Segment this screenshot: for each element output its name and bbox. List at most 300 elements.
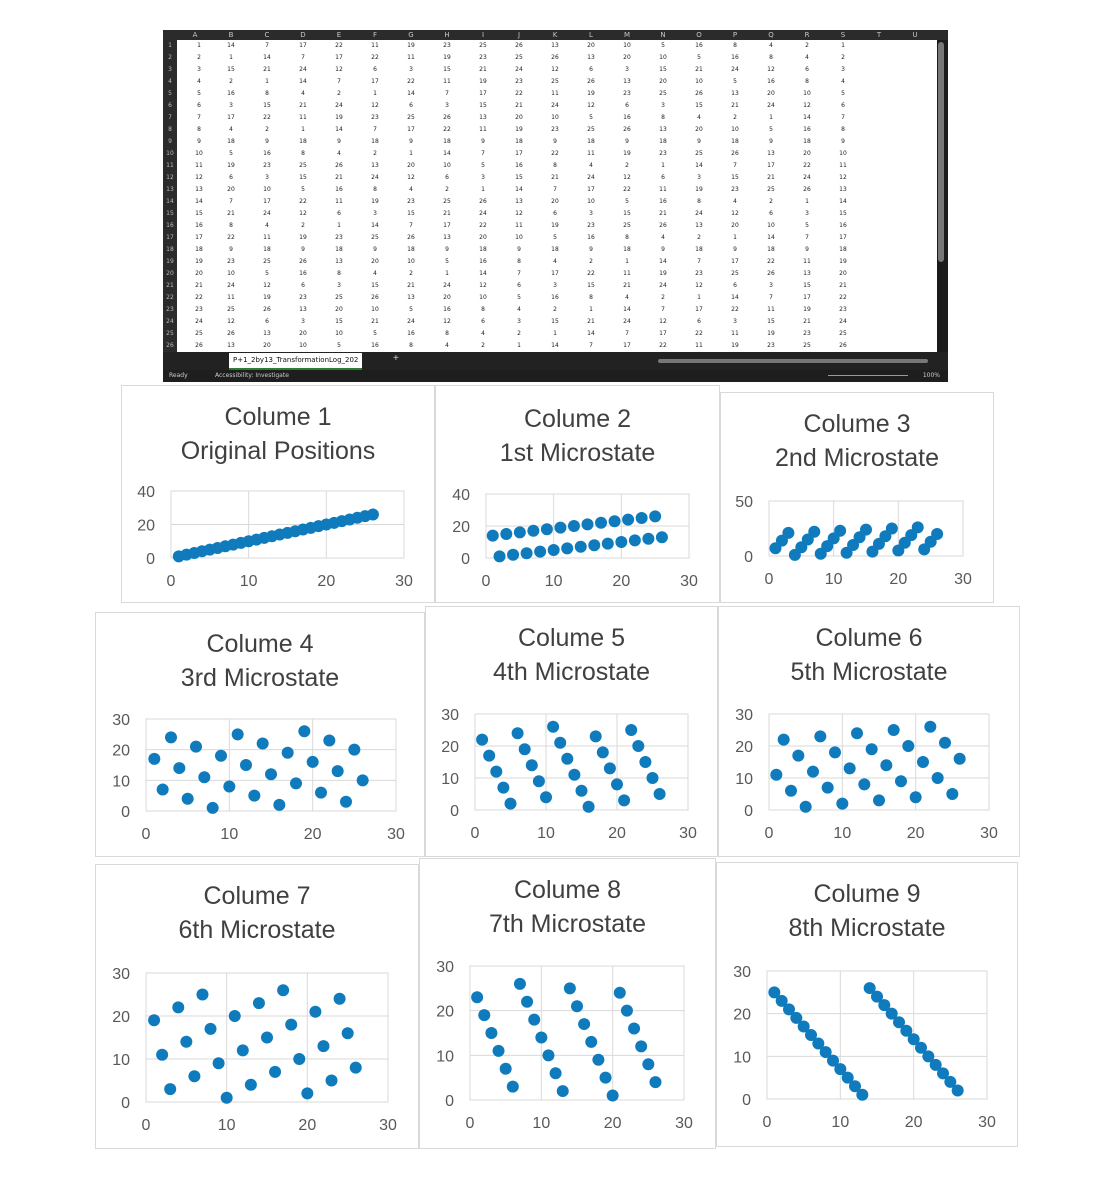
cell[interactable]: 26 — [515, 42, 523, 49]
cell[interactable]: 17 — [587, 186, 595, 193]
cell[interactable]: 2 — [625, 162, 629, 169]
cell[interactable]: 13 — [515, 198, 523, 205]
cell[interactable]: 10 — [443, 162, 451, 169]
cell[interactable]: 11 — [803, 258, 811, 265]
column-header-h[interactable]: H — [444, 31, 450, 39]
cell[interactable]: 6 — [841, 102, 845, 109]
cell[interactable]: 4 — [589, 162, 593, 169]
cell[interactable]: 14 — [767, 234, 775, 241]
cell[interactable]: 18 — [839, 246, 847, 253]
cell[interactable]: 26 — [335, 162, 343, 169]
cell[interactable]: 5 — [337, 342, 341, 349]
cell[interactable]: 22 — [227, 234, 235, 241]
column-header-r[interactable]: R — [804, 31, 810, 39]
cell[interactable]: 23 — [587, 222, 595, 229]
cell[interactable]: 22 — [443, 126, 451, 133]
row-header[interactable]: 3 — [168, 66, 172, 73]
cell[interactable]: 3 — [661, 102, 665, 109]
cell[interactable]: 14 — [371, 222, 379, 229]
cell[interactable]: 19 — [299, 234, 307, 241]
cell[interactable]: 26 — [767, 270, 775, 277]
cell[interactable]: 12 — [227, 318, 235, 325]
cell[interactable]: 25 — [227, 306, 235, 313]
cell[interactable]: 2 — [265, 126, 269, 133]
cell[interactable]: 22 — [839, 294, 847, 301]
cell[interactable]: 6 — [481, 318, 485, 325]
cell[interactable]: 12 — [263, 282, 271, 289]
cell[interactable]: 15 — [587, 282, 595, 289]
cell[interactable]: 14 — [515, 186, 523, 193]
cell[interactable]: 14 — [659, 258, 667, 265]
cell[interactable]: 3 — [517, 318, 521, 325]
cell[interactable]: 10 — [263, 186, 271, 193]
cell[interactable]: 10 — [803, 90, 811, 97]
cell[interactable]: 11 — [623, 270, 631, 277]
cell[interactable]: 18 — [803, 138, 811, 145]
cell[interactable]: 11 — [335, 198, 343, 205]
cell[interactable]: 23 — [551, 126, 559, 133]
cell[interactable]: 18 — [195, 246, 203, 253]
cell[interactable]: 12 — [551, 66, 559, 73]
cell[interactable]: 21 — [515, 102, 523, 109]
cell[interactable]: 9 — [197, 138, 201, 145]
cell[interactable]: 16 — [731, 54, 739, 61]
column-header-g[interactable]: G — [408, 31, 414, 39]
cell[interactable]: 7 — [229, 198, 233, 205]
cell[interactable]: 6 — [265, 318, 269, 325]
cell[interactable]: 1 — [337, 222, 341, 229]
cell[interactable]: 18 — [695, 246, 703, 253]
cell[interactable]: 21 — [803, 318, 811, 325]
cell[interactable]: 16 — [587, 234, 595, 241]
cell[interactable]: 11 — [371, 42, 379, 49]
cell[interactable]: 1 — [301, 126, 305, 133]
cell[interactable]: 13 — [623, 78, 631, 85]
cell[interactable]: 12 — [695, 282, 703, 289]
cell[interactable]: 3 — [697, 174, 701, 181]
cell[interactable]: 26 — [299, 258, 307, 265]
cell[interactable]: 16 — [839, 222, 847, 229]
cell[interactable]: 20 — [623, 54, 631, 61]
cell[interactable]: 14 — [731, 294, 739, 301]
cell[interactable]: 16 — [515, 162, 523, 169]
cell[interactable]: 15 — [335, 318, 343, 325]
cell[interactable]: 14 — [335, 126, 343, 133]
cell[interactable]: 17 — [623, 342, 631, 349]
cell[interactable]: 17 — [659, 330, 667, 337]
cell[interactable]: 1 — [481, 186, 485, 193]
vertical-scrollbar[interactable] — [938, 42, 944, 262]
cell[interactable]: 15 — [695, 102, 703, 109]
cell[interactable]: 25 — [515, 54, 523, 61]
cell[interactable]: 24 — [443, 282, 451, 289]
cell[interactable]: 22 — [299, 198, 307, 205]
cell[interactable]: 17 — [515, 150, 523, 157]
cell[interactable]: 9 — [805, 246, 809, 253]
cell[interactable]: 8 — [697, 198, 701, 205]
cell[interactable]: 25 — [731, 270, 739, 277]
cell[interactable]: 2 — [409, 270, 413, 277]
cell[interactable]: 7 — [625, 330, 629, 337]
cell[interactable]: 7 — [553, 186, 557, 193]
cell[interactable]: 26 — [587, 78, 595, 85]
cell[interactable]: 12 — [335, 66, 343, 73]
cell[interactable]: 6 — [373, 66, 377, 73]
cell[interactable]: 3 — [589, 210, 593, 217]
cell[interactable]: 19 — [803, 306, 811, 313]
cell[interactable]: 12 — [623, 174, 631, 181]
cell[interactable]: 14 — [407, 90, 415, 97]
cell[interactable]: 15 — [299, 174, 307, 181]
cell[interactable]: 24 — [803, 174, 811, 181]
cell[interactable]: 7 — [445, 90, 449, 97]
cell[interactable]: 25 — [443, 198, 451, 205]
row-header[interactable]: 22 — [166, 294, 174, 301]
row-header[interactable]: 16 — [166, 222, 174, 229]
cell[interactable]: 16 — [551, 294, 559, 301]
cell[interactable]: 20 — [767, 90, 775, 97]
cell[interactable]: 20 — [839, 270, 847, 277]
cell[interactable]: 1 — [373, 90, 377, 97]
cell[interactable]: 6 — [197, 102, 201, 109]
cell[interactable]: 17 — [767, 162, 775, 169]
cell[interactable]: 17 — [407, 126, 415, 133]
cell[interactable]: 16 — [767, 78, 775, 85]
cell[interactable]: 10 — [623, 42, 631, 49]
cell[interactable]: 4 — [625, 294, 629, 301]
column-header-u[interactable]: U — [912, 31, 918, 39]
cell[interactable]: 14 — [695, 162, 703, 169]
cell[interactable]: 6 — [337, 210, 341, 217]
cell[interactable]: 19 — [623, 150, 631, 157]
cell[interactable]: 19 — [587, 90, 595, 97]
cell[interactable]: 25 — [695, 150, 703, 157]
cell[interactable]: 23 — [839, 306, 847, 313]
cell[interactable]: 15 — [767, 318, 775, 325]
cell[interactable]: 12 — [479, 282, 487, 289]
cell[interactable]: 2 — [553, 306, 557, 313]
cell[interactable]: 23 — [299, 294, 307, 301]
cell[interactable]: 17 — [371, 78, 379, 85]
cell[interactable]: 16 — [371, 342, 379, 349]
cell[interactable]: 26 — [263, 306, 271, 313]
cell[interactable]: 10 — [551, 114, 559, 121]
column-header-l[interactable]: L — [589, 31, 593, 39]
cell[interactable]: 11 — [767, 306, 775, 313]
zoom-slider[interactable] — [828, 375, 908, 376]
cell[interactable]: 17 — [803, 294, 811, 301]
cell[interactable]: 20 — [299, 330, 307, 337]
cell[interactable]: 22 — [551, 150, 559, 157]
horizontal-scrollbar[interactable] — [658, 359, 928, 363]
cell[interactable]: 11 — [839, 162, 847, 169]
cell[interactable]: 5 — [265, 270, 269, 277]
cell[interactable]: 12 — [587, 102, 595, 109]
cell[interactable]: 21 — [195, 282, 203, 289]
cell[interactable]: 21 — [479, 66, 487, 73]
cell[interactable]: 20 — [407, 162, 415, 169]
cell[interactable]: 6 — [769, 210, 773, 217]
cell[interactable]: 5 — [229, 150, 233, 157]
cell[interactable]: 25 — [195, 330, 203, 337]
cell[interactable]: 19 — [443, 54, 451, 61]
cell[interactable]: 13 — [227, 342, 235, 349]
cell[interactable]: 18 — [659, 138, 667, 145]
cell[interactable]: 26 — [443, 114, 451, 121]
cell[interactable]: 8 — [301, 150, 305, 157]
cell[interactable]: 23 — [335, 234, 343, 241]
cell[interactable]: 1 — [733, 234, 737, 241]
cell[interactable]: 25 — [659, 90, 667, 97]
cell[interactable]: 18 — [227, 138, 235, 145]
cell[interactable]: 1 — [445, 270, 449, 277]
cell[interactable]: 8 — [733, 42, 737, 49]
cell[interactable]: 17 — [227, 114, 235, 121]
cell[interactable]: 19 — [731, 342, 739, 349]
cell[interactable]: 24 — [195, 318, 203, 325]
cell[interactable]: 21 — [335, 174, 343, 181]
cell[interactable]: 1 — [409, 150, 413, 157]
cell[interactable]: 7 — [197, 114, 201, 121]
cell[interactable]: 3 — [805, 210, 809, 217]
cell[interactable]: 26 — [195, 342, 203, 349]
cell[interactable]: 18 — [587, 138, 595, 145]
cell[interactable]: 13 — [587, 54, 595, 61]
cell[interactable]: 8 — [337, 270, 341, 277]
cell[interactable]: 24 — [263, 210, 271, 217]
cell[interactable]: 15 — [371, 282, 379, 289]
cell[interactable]: 17 — [335, 54, 343, 61]
cell[interactable]: 20 — [227, 186, 235, 193]
cell[interactable]: 24 — [731, 66, 739, 73]
cell[interactable]: 26 — [803, 186, 811, 193]
cell[interactable]: 19 — [515, 126, 523, 133]
cell[interactable]: 6 — [301, 282, 305, 289]
cell[interactable]: 2 — [697, 234, 701, 241]
cell[interactable]: 20 — [695, 126, 703, 133]
cell[interactable]: 14 — [195, 198, 203, 205]
cell[interactable]: 4 — [373, 270, 377, 277]
row-header[interactable]: 1 — [168, 42, 172, 49]
cell[interactable]: 22 — [195, 294, 203, 301]
cell[interactable]: 20 — [551, 198, 559, 205]
cell[interactable]: 15 — [623, 210, 631, 217]
column-header-t[interactable]: T — [876, 31, 882, 39]
row-header[interactable]: 5 — [168, 90, 172, 97]
cell[interactable]: 6 — [445, 174, 449, 181]
cell[interactable]: 20 — [515, 114, 523, 121]
cell[interactable]: 4 — [229, 126, 233, 133]
cell[interactable]: 18 — [731, 138, 739, 145]
cell[interactable]: 12 — [839, 174, 847, 181]
cell[interactable]: 20 — [195, 270, 203, 277]
cell[interactable]: 12 — [767, 66, 775, 73]
cell[interactable]: 25 — [263, 258, 271, 265]
cell[interactable]: 2 — [517, 330, 521, 337]
row-header[interactable]: 23 — [166, 306, 174, 313]
cell[interactable]: 24 — [551, 102, 559, 109]
cell[interactable]: 5 — [197, 90, 201, 97]
cell[interactable]: 9 — [841, 138, 845, 145]
cell[interactable]: 8 — [481, 306, 485, 313]
column-header-a[interactable]: A — [192, 31, 198, 39]
cell[interactable]: 1 — [769, 114, 773, 121]
cell[interactable]: 10 — [227, 270, 235, 277]
cell[interactable]: 13 — [659, 126, 667, 133]
cell[interactable]: 25 — [839, 330, 847, 337]
cell[interactable]: 25 — [551, 78, 559, 85]
cell[interactable]: 15 — [551, 318, 559, 325]
cell[interactable]: 5 — [553, 234, 557, 241]
column-header-b[interactable]: B — [228, 31, 234, 39]
cell[interactable]: 16 — [407, 330, 415, 337]
cell[interactable]: 11 — [195, 162, 203, 169]
accessibility-status[interactable]: Accessibility: Investigate — [215, 372, 289, 379]
cell[interactable]: 13 — [767, 150, 775, 157]
cell[interactable]: 13 — [479, 114, 487, 121]
cell[interactable]: 1 — [229, 54, 233, 61]
cell[interactable]: 15 — [479, 102, 487, 109]
cell[interactable]: 7 — [301, 54, 305, 61]
cell[interactable]: 4 — [841, 78, 845, 85]
cell[interactable]: 7 — [805, 234, 809, 241]
cell[interactable]: 11 — [299, 114, 307, 121]
cell[interactable]: 4 — [733, 198, 737, 205]
cell[interactable]: 5 — [589, 114, 593, 121]
cell[interactable]: 25 — [299, 162, 307, 169]
cell[interactable]: 19 — [695, 186, 703, 193]
cell[interactable]: 8 — [769, 54, 773, 61]
column-header-n[interactable]: N — [660, 31, 666, 39]
column-header-s[interactable]: S — [840, 31, 846, 39]
cell[interactable]: 3 — [229, 102, 233, 109]
cell[interactable]: 17 — [551, 270, 559, 277]
cell[interactable]: 11 — [659, 186, 667, 193]
cell[interactable]: 9 — [517, 246, 521, 253]
cell[interactable]: 25 — [587, 126, 595, 133]
cell[interactable]: 2 — [373, 150, 377, 157]
cell[interactable]: 17 — [839, 234, 847, 241]
cell[interactable]: 15 — [803, 282, 811, 289]
cell[interactable]: 17 — [299, 42, 307, 49]
cell[interactable]: 10 — [371, 306, 379, 313]
cell[interactable]: 9 — [769, 138, 773, 145]
cell[interactable]: 1 — [517, 342, 521, 349]
cell[interactable]: 8 — [409, 342, 413, 349]
cell[interactable]: 2 — [197, 54, 201, 61]
cell[interactable]: 5 — [373, 330, 377, 337]
cell[interactable]: 4 — [697, 114, 701, 121]
cell[interactable]: 6 — [589, 66, 593, 73]
cell[interactable]: 25 — [803, 342, 811, 349]
cell[interactable]: 13 — [335, 258, 343, 265]
cell[interactable]: 23 — [695, 270, 703, 277]
cell[interactable]: 8 — [373, 186, 377, 193]
row-header[interactable]: 13 — [166, 186, 174, 193]
cell[interactable]: 9 — [301, 246, 305, 253]
cell[interactable]: 19 — [767, 330, 775, 337]
cell[interactable]: 16 — [803, 126, 811, 133]
cell[interactable]: 11 — [731, 330, 739, 337]
cell[interactable]: 17 — [443, 222, 451, 229]
cell[interactable]: 16 — [623, 114, 631, 121]
cell[interactable]: 13 — [551, 42, 559, 49]
column-header-j[interactable]: J — [517, 31, 521, 39]
cell[interactable]: 21 — [263, 66, 271, 73]
cell[interactable]: 9 — [229, 246, 233, 253]
cell[interactable]: 21 — [623, 282, 631, 289]
row-header[interactable]: 2 — [168, 54, 172, 61]
cell[interactable]: 3 — [625, 66, 629, 73]
cell[interactable]: 22 — [263, 114, 271, 121]
cell[interactable]: 10 — [479, 294, 487, 301]
cell[interactable]: 18 — [335, 246, 343, 253]
cell[interactable]: 19 — [335, 114, 343, 121]
cell[interactable]: 10 — [587, 198, 595, 205]
row-header[interactable]: 25 — [166, 330, 174, 337]
row-header[interactable]: 10 — [166, 150, 174, 157]
cell[interactable]: 11 — [551, 90, 559, 97]
cell[interactable]: 16 — [227, 90, 235, 97]
cell[interactable]: 8 — [805, 78, 809, 85]
column-header-q[interactable]: Q — [768, 31, 774, 39]
cell[interactable]: 2 — [841, 54, 845, 61]
cell[interactable]: 15 — [195, 210, 203, 217]
cell[interactable]: 17 — [263, 198, 271, 205]
sheet-tab[interactable]: P+1_2by13_TransformationLog_202 — [229, 353, 362, 370]
cell[interactable]: 7 — [481, 150, 485, 157]
cell[interactable]: 19 — [195, 258, 203, 265]
cell[interactable]: 22 — [803, 162, 811, 169]
row-header[interactable]: 12 — [166, 174, 174, 181]
cell[interactable]: 4 — [197, 78, 201, 85]
cell[interactable]: 23 — [731, 186, 739, 193]
spreadsheet-grid[interactable] — [177, 40, 937, 352]
cell[interactable]: 21 — [551, 174, 559, 181]
cell[interactable]: 21 — [371, 318, 379, 325]
cell[interactable]: 18 — [515, 138, 523, 145]
cell[interactable]: 4 — [445, 342, 449, 349]
row-header[interactable]: 20 — [166, 270, 174, 277]
cell[interactable]: 4 — [517, 306, 521, 313]
cell[interactable]: 6 — [661, 174, 665, 181]
cell[interactable]: 3 — [481, 174, 485, 181]
cell[interactable]: 10 — [299, 342, 307, 349]
cell[interactable]: 3 — [769, 282, 773, 289]
row-header[interactable]: 15 — [166, 210, 174, 217]
zoom-level[interactable]: 100% — [922, 372, 940, 379]
cell[interactable]: 24 — [407, 318, 415, 325]
column-header-f[interactable]: F — [372, 31, 378, 39]
cell[interactable]: 5 — [733, 78, 737, 85]
cell[interactable]: 9 — [661, 246, 665, 253]
row-header[interactable]: 8 — [168, 126, 172, 133]
cell[interactable]: 2 — [481, 342, 485, 349]
cell[interactable]: 20 — [371, 258, 379, 265]
cell[interactable]: 13 — [263, 330, 271, 337]
cell[interactable]: 14 — [299, 78, 307, 85]
cell[interactable]: 23 — [479, 54, 487, 61]
cell[interactable]: 16 — [335, 186, 343, 193]
cell[interactable]: 21 — [839, 282, 847, 289]
row-header[interactable]: 11 — [166, 162, 174, 169]
cell[interactable]: 21 — [299, 102, 307, 109]
row-header[interactable]: 26 — [166, 342, 174, 349]
cell[interactable]: 6 — [697, 318, 701, 325]
cell[interactable]: 2 — [229, 78, 233, 85]
cell[interactable]: 11 — [515, 222, 523, 229]
cell[interactable]: 18 — [551, 246, 559, 253]
